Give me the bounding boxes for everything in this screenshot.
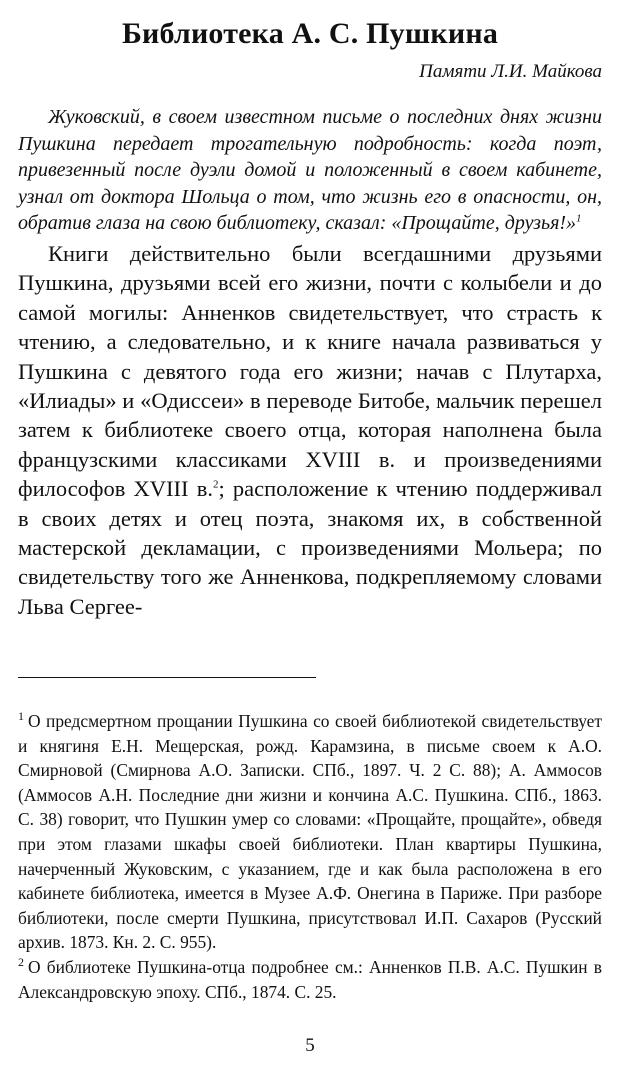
footnote-text: О предсмертном прощании Пушкина со своей библиотекой свидетельствует и княгиня Е.Н. Мещерская, рожд. Карамзина, в письме своем к А.О. Смирновой (Смирнова А.О. Записки. СПб., 1897. Ч. 2 С. 88); А. Аммосов (Аммосов А.Н. Последние дни жизни и кончина А.С. Пушкина. СПб., 1863. С. 38) говорит, что Пушкин умер со словами: «Прощайте, прощайте», обведя при этом глазами шкафы своей библиотеки. План квартиры Пушкина, начерченный Жуковским, с указанием, где и как была расположена в его кабинете библиотека, имеется в Музее А.Ф. Онегина в Париже. При разборе библиотеки, после смерти Пушкина, присутствовал И.П. Сахаров (Русский архив. 1873. Кн. 2. С. 955).: [18, 711, 602, 953]
epigraph-text: Жуковский, в своем известном письме о последних днях жизни Пушкина передает трогательную подробность: когда поэт, привезенный после дуэли домой и положенный в своем кабинете, узнал от доктора Шольца о том, что жизнь его в опасности, он, обратив глаза на свою библиотеку, сказал: «Прощайте, друзья!»: [18, 106, 602, 235]
footnote-2: [18, 955, 602, 1004]
body-text-part-2: ; расположение к чтению поддерживал в своих детях и отец поэта, знакомя их, в собственной мастерской декламации, с произведениями Мольера; по свидетельству того же Анненкова, подкрепляемому словами Льва Сергее-: [18, 476, 602, 619]
book-page: [18, 10, 602, 1060]
footnote-number: 1: [18, 709, 24, 724]
body-paragraph: [18, 239, 602, 621]
chapter-title: Библиотека А. С. Пушкина: [121, 17, 499, 50]
footnote-1: [18, 709, 602, 955]
page-number: 5: [305, 1035, 315, 1056]
footnote-ref-2[interactable]: 2: [212, 478, 219, 491]
footnote-number: 2: [18, 955, 24, 970]
footnote-separator: [18, 677, 316, 678]
epigraph-paragraph: [18, 104, 602, 237]
dedication: Памяти Л.И. Майкова: [419, 61, 602, 82]
footnotes: [18, 709, 602, 1004]
footnote-text: О библиотеке Пушкина-отца подробнее см.: Анненков П.В. А.С. Пушкин в Александровскую эпоху. СПб., 1874. С. 25.: [18, 956, 602, 1002]
footnote-ref-1[interactable]: 1: [576, 212, 582, 225]
body-text-part-1: Книги действительно были всегдашними друзьями Пушкина, друзьями всей его жизни, почти с колыбели и до самой могилы: Анненков свидетельствует, что страсть к чтению, а следовательно, и к книге начала развиваться у Пушкина с девятого года его жизни; начав с Плутарха, «Илиады» и «Одиссеи» в переводе Битобе, мальчик перешел затем к библиотеке своего отца, которая наполнена была французскими классиками XVIII в. и произведениями философов XVIII в.: [18, 240, 602, 502]
